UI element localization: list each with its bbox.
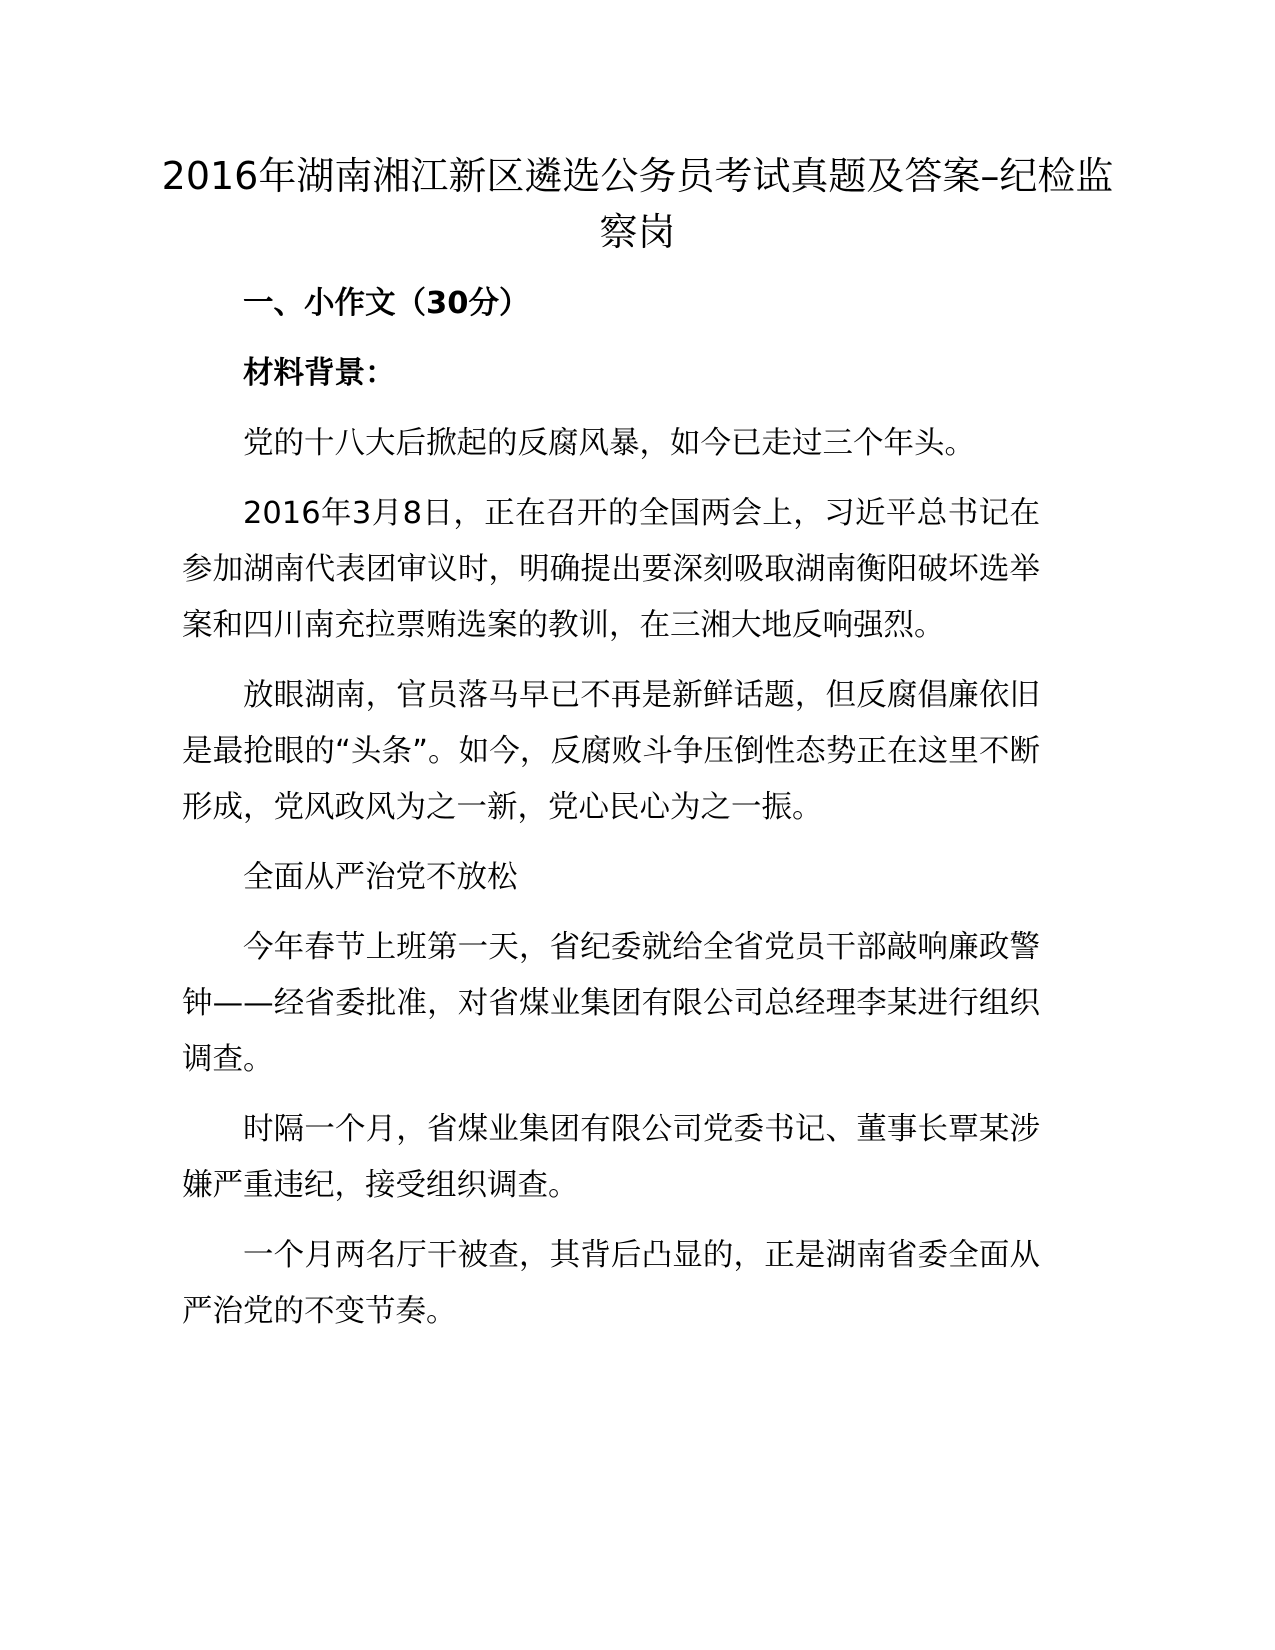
paragraph: 党的十八大后掀起的反腐风暴，如今已走过三个年头。 [243, 426, 975, 461]
paragraph: 时隔一个月，省煤业集团有限公司党委书记、董事长覃某涉嫌严重违纪，接受组织调查。 [182, 1112, 1040, 1203]
document-title: 2016年湖南湘江新区遴选公务员考试真题及答案–纪检监察岗 [161, 154, 1114, 254]
paragraph: 今年春节上班第一天，省纪委就给全省党员干部敲响廉政警钟——经省委批准，对省煤业集团有限公司总经理李某进行组织调查。 [182, 930, 1040, 1077]
section-heading: 一、小作文（30分） [243, 286, 530, 321]
paragraph: 一个月两名厅干被查，其背后凸显的，正是湖南省委全面从严治党的不变节奏。 [182, 1238, 1040, 1329]
paragraph: 放眼湖南，官员落马早已不再是新鲜话题，但反腐倡廉依旧是最抢眼的“头条”。如今，反腐败斗争压倒性态势正在这里不断形成，党风政风为之一新，党心民心为之一振。 [182, 678, 1040, 825]
material-heading: 材料背景： [243, 356, 396, 391]
subheading: 全面从严治党不放松 [243, 860, 518, 895]
paragraph: 2016年3月8日，正在召开的全国两会上，习近平总书记在参加湖南代表团审议时，明确提出要深刻吸取湖南衡阳破坏选举案和四川南充拉票贿选案的教训，在三湘大地反响强烈。 [182, 496, 1040, 643]
document-body [182, 276, 1040, 1354]
